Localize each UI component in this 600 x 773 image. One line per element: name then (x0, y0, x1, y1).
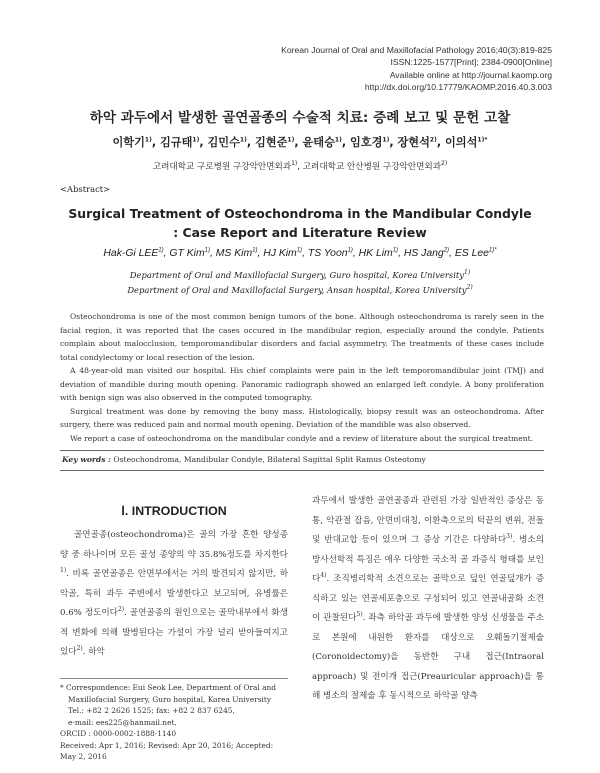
list-item: 김현준$^{1)}$ (255, 136, 295, 149)
list-item: GT Kim$^{1)}$ (169, 247, 210, 259)
list-item: 김규태$^{1)}$ (160, 136, 200, 149)
keywords-label: Key words : (62, 455, 111, 464)
list-item: 고려대학교 안산병원 구강악안면외과$^{2)}$ (302, 160, 448, 172)
list-item: 김민수$^{1)}$ (207, 136, 247, 149)
abstract-paragraph: Osteochondroma is one of the most common benign tumors of the bone. Although osteochondroma is rarely seen in the facial region, it was reported that the cases occured in the mandibular region, especially around the condyle. Patients complain about malocclusion, temporomandibular disorders and facial asymmetry. The treatments of these cases include total condylectomy or local resection of the lesion. (60, 312, 544, 362)
english-affiliation-1: Department of Oral and Maxillofacial Surgery, Guro hospital, Korea University$^{1)}$ (129, 269, 471, 280)
korean-authors: 이학기$^{1)}$, 김규태$^{1)}$, 김민수$^{1)}$, 김현준$^{1)}$, 윤태승$^{1)}$, 임호경$^{1)}$, 장현석$^{2)}$, 이의석$^{1)*}$ (112, 136, 488, 149)
list-item: 이의석$^{1)*}$ (445, 136, 488, 149)
journal-citation: Korean Journal of Oral and Maxillofacial Pathology 2016;40(3):819-825 (281, 45, 552, 55)
doi-line[interactable]: http://dx.doi.org/10.17779/KAOMP.2016.40.3.003 (364, 82, 552, 93)
english-title-line-2: : Case Report and Literature Review (173, 225, 427, 240)
journal-header (281, 44, 552, 94)
keywords-text: Osteochondroma, Mandibular Condyle, Bilateral Sagittal Split Ramus Osteotomy (113, 455, 426, 464)
intro-right-column (312, 492, 544, 707)
citation-marker: 4) (320, 572, 327, 580)
list-item: Hak-Gi LEE$^{1)}$ (103, 247, 164, 259)
citation-marker: 2) (76, 645, 83, 653)
english-title-line-1: Surgical Treatment of Osteochondroma in the Mandibular Condyle (68, 206, 532, 221)
citation-marker: 3) (506, 533, 513, 541)
list-item: 윤태승$^{1)}$ (302, 136, 342, 149)
orcid-line: ORCID : 0000-0002-1888-1140 (60, 729, 177, 738)
list-item: ES Lee$^{1)*}$ (454, 247, 497, 259)
list-item: 고려대학교 구로병원 구강악안면외과$^{1)}$ (152, 160, 298, 172)
list-item: HK Lim$^{1)}$ (358, 247, 399, 259)
abstract-label: <Abstract> (60, 184, 111, 194)
citation-marker: 2) (117, 606, 125, 614)
intro-left-column (60, 526, 288, 663)
keywords-top-rule (60, 450, 544, 451)
correspondence-line: Maxillofacial Surgery, Guro hospital, Korea University (68, 694, 272, 704)
list-item: HJ Kim$^{1)}$ (263, 247, 303, 259)
footnote (60, 682, 290, 763)
english-affiliations (0, 268, 600, 298)
korean-affiliations: 고려대학교 구로병원 구강악안면외과$^{1)}$, 고려대학교 안산병원 구강악안면외과$^{2)}$ (152, 160, 448, 172)
issn-line: ISSN:1225-1577[Print]; 2384-0900[Online] (390, 57, 552, 68)
list-item: 장현석$^{2)}$ (397, 136, 437, 149)
section-title-introduction: Ⅰ. INTRODUCTION (121, 504, 227, 518)
abstract-paragraph: A 48-year-old man visited our hospital. His chief complaints were pain in the left temporomandibular joint (TMJ) and deviation of mandible during mouth opening. Panoramic radiograph showed an enlarged left condyle. A bony proliferation with benign sign was also observed in the computed tomography. (60, 366, 544, 402)
abstract-paragraph: We report a case of osteochondroma on the mandibular condyle and a review of literature about the surgical treatment. (70, 433, 534, 443)
received-dates-line: Received: Apr 1, 2016; Revised: Apr 20, 2016; Accepted: May 2, 2016 (60, 740, 274, 761)
abstract-body (60, 310, 544, 445)
list-item: 임호경$^{1)}$ (350, 136, 390, 149)
citation-marker: 1) (60, 567, 67, 575)
english-title (0, 204, 600, 242)
available-online-line[interactable]: Available online at http://journal.kaomp.org (389, 69, 552, 80)
correspondence-line: * Correspondence: Eui Seok Lee, Department of Oral and (60, 683, 277, 692)
intro-paragraph-left: 골연골종(osteochondroma)은 골의 가장 흔한 양성종양 중 하나이며 모든 골성 종양의 약 35.8%정도를 차지한다$^{1)}$. 비록 골연골종은 안면부에서는 거의 발견되지 않지만, 하악골, 특히 과두 주변에서 발생한다고 보고되며, 유병률은 0.6% 정도이다$^{2)}$. 골연골종의 원인으로는 골막내부에서 화생적 변화에 의해 발병된다는 가설이 가장 널리 받아들여지고 있다$^{2)}$. 하악 (60, 530, 288, 657)
keywords-bottom-rule (60, 470, 544, 471)
english-affiliation-2: Department of Oral and Maxillofacial Surgery, Ansan hospital, Korea University$^{2)}$ (127, 284, 473, 295)
english-authors: Hak-Gi LEE$^{1)}$, GT Kim$^{1)}$, MS Kim$^{1)}$, HJ Kim$^{1)}$, TS Yoon$^{1)}$, HK Lim$^{1)}$, HS Jang$^{2)}$, ES Lee$^{1)*}$ (103, 247, 497, 259)
list-item: 이학기$^{1)}$ (112, 136, 152, 149)
citation-marker: 5) (356, 611, 363, 619)
list-item: HS Jang$^{2)}$ (403, 247, 450, 259)
list-item: TS Yoon$^{1)}$ (307, 247, 353, 259)
keywords (62, 455, 542, 464)
intro-paragraph-right: 과두에서 발생한 골연골종과 관련된 가장 일반적인 증상은 동통, 악관절 잡음, 안면비대칭, 이환측으로의 턱끝의 변위, 전돌 및 반대교합 등이 있으며 그 증상 기간은 다양하다$^{3)}$. 병소의 방사선학적 특징은 매우 다양한 국소적 골 과증식 형태를 보인다$^{4)}$. 조직병리학적 소견으로는 골막으로 덮인 연골덮개가 증식하고 있는 연골세포층으로 구성되어 있고 연골내골화 소견이 관찰된다$^{5)}$. 좌측 하악골 과두에 발생한 양성 신생물을 주소로 본원에 내원한 환자를 대상으로 오훼돌기절제술(Coronoidectomy)을 동반한 구내 접근(Intraoral approach) 및 전이개 접근(Preauricular approach)을 통해 병소의 절제술 후 동시적으로 하악골 양측 (312, 496, 544, 701)
email-line[interactable]: e-mail: ees225@hanmail.net, (68, 717, 177, 727)
list-item: MS Kim$^{1)}$ (215, 247, 258, 259)
telephone-line: Tel.: +82 2 2626 1525; fax: +82 2 837 6245, (68, 706, 235, 715)
abstract-paragraph: Surgical treatment was done by removing the bony mass. Histologically, biopsy result was an osteochondroma. After surgery, there was reduced pain and normal mouth opening. Deviation of the mandible was also observed. (60, 406, 544, 429)
korean-title: 하악 과두에서 발생한 골연골종의 수술적 치료: 증례 보고 및 문헌 고찰 (89, 110, 511, 126)
footnote-rule (60, 678, 288, 679)
